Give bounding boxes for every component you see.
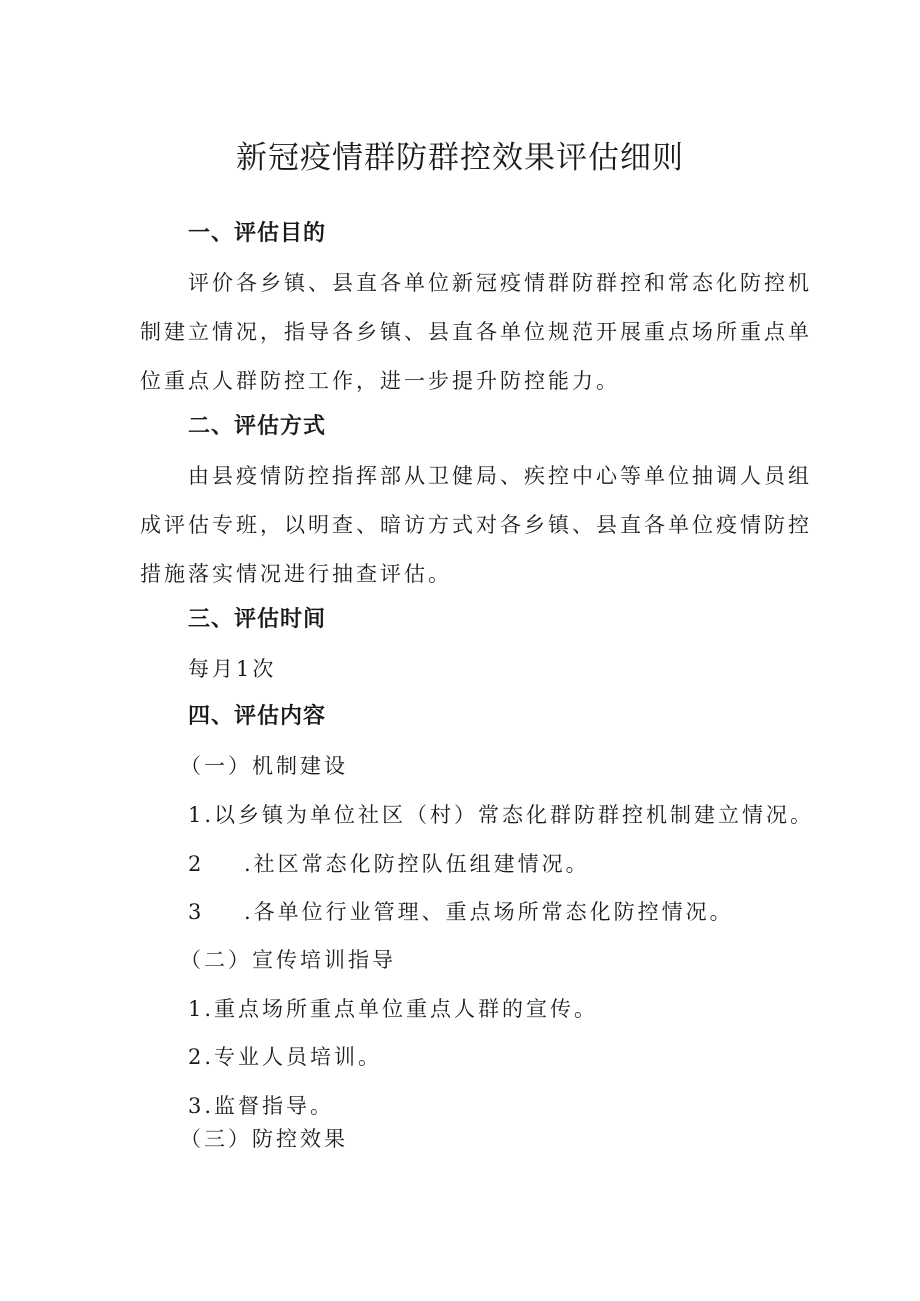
paragraph-line: 位重点人群防控工作，进一步提升防控能力。 xyxy=(140,369,620,393)
list-item-number: 3 xyxy=(188,1094,205,1118)
list-item xyxy=(188,994,598,1024)
section-heading-method: 二、评估方式 xyxy=(188,414,327,439)
paragraph-line: 评价各乡镇、县直各单位新冠疫情群防群控和常态化防控机 xyxy=(188,271,812,295)
list-item-text: .社区常态化防控队伍组建情况。 xyxy=(244,852,590,876)
list-item-text: .以乡镇为单位社区（村）常态化群防群控机制建立情况。 xyxy=(204,803,815,827)
list-item-number: 1 xyxy=(188,997,205,1021)
list-item-text: .监督指导。 xyxy=(204,1094,335,1118)
list-item xyxy=(188,1042,382,1072)
list-item-number: 3 xyxy=(188,900,205,924)
subsection-label: （一）机制建设 xyxy=(180,754,348,778)
list-item xyxy=(188,1091,334,1121)
section-heading-time: 三、评估时间 xyxy=(188,607,327,632)
list-item-number: 2 xyxy=(188,852,205,876)
list-item-text: .重点场所重点单位重点人群的宣传。 xyxy=(204,997,599,1021)
paragraph-line: 成评估专班，以明查、暗访方式对各乡镇、县直各单位疫情防控 xyxy=(140,513,812,537)
list-item-number: 1 xyxy=(188,803,205,827)
subsection-label: （二）宣传培训指导 xyxy=(180,948,396,972)
subsection-label: （三）防控效果 xyxy=(180,1127,348,1151)
document-title: 新冠疫情群防群控效果评估细则 xyxy=(236,140,684,176)
list-item xyxy=(188,849,590,879)
section-heading-content: 四、评估内容 xyxy=(188,704,327,729)
paragraph-line: 制建立情况，指导各乡镇、县直各单位规范开展重点场所重点单 xyxy=(140,320,812,344)
paragraph-line: 由县疫情防控指挥部从卫健局、疾控中心等单位抽调人员组 xyxy=(188,464,812,488)
list-item xyxy=(188,897,734,927)
paragraph-line: 措施落实情况进行抽查评估。 xyxy=(140,562,452,586)
paragraph-line: 每月1次 xyxy=(188,657,277,681)
list-item-text: .专业人员培训。 xyxy=(204,1045,383,1069)
list-item-text: .各单位行业管理、重点场所常态化防控情况。 xyxy=(244,900,734,924)
list-item-number: 2 xyxy=(188,1045,205,1069)
list-item xyxy=(188,800,814,830)
section-heading-purpose: 一、评估目的 xyxy=(188,221,327,246)
